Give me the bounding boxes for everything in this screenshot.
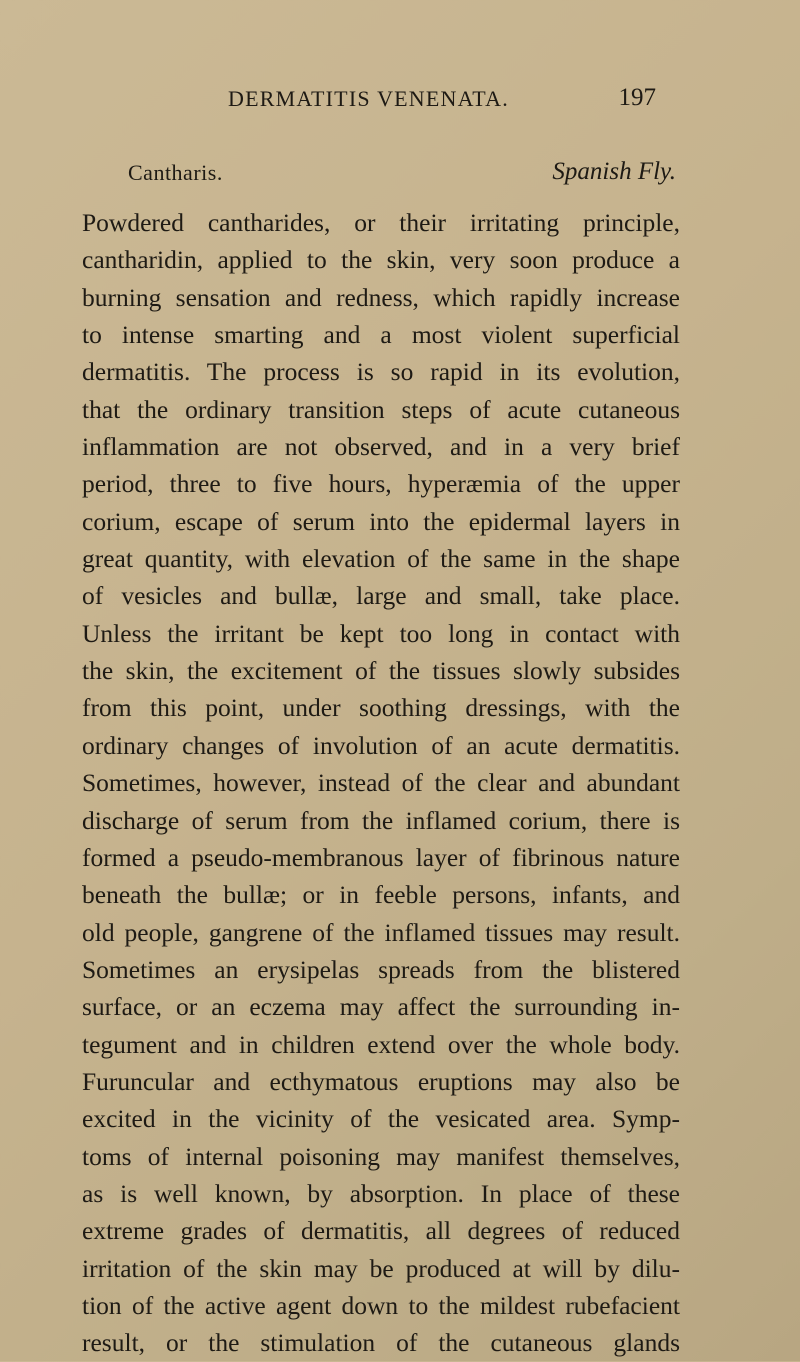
body-paragraph bbox=[82, 204, 680, 1362]
text-line: Furuncular and ecthymatous eruptions may also be bbox=[82, 1066, 680, 1096]
text-line: extreme grades of dermatitis, all degrees of reduced bbox=[82, 1216, 680, 1246]
text-line: discharge of serum from the inflamed corium, there is bbox=[82, 805, 680, 835]
text-line: from this point, under soothing dressings, with the bbox=[82, 693, 680, 723]
text-line: tegument and in children extend over the whole body. bbox=[82, 1029, 680, 1059]
text-line: Sometimes, however, instead of the clear and abundant bbox=[82, 768, 680, 798]
text-line: dermatitis. The process is so rapid in its evolution, bbox=[82, 357, 680, 387]
text-line: irritation of the skin may be produced at will by dilu- bbox=[82, 1253, 680, 1283]
text-line: Unless the irritant be kept too long in contact with bbox=[82, 618, 680, 648]
text-line: to intense smarting and a most violent superficial bbox=[82, 320, 680, 350]
section-heading bbox=[128, 160, 676, 192]
running-head bbox=[228, 86, 656, 116]
text-line: tion of the active agent down to the mildest rubefacient bbox=[82, 1290, 680, 1320]
text-line: great quantity, with elevation of the same in the shape bbox=[82, 544, 680, 574]
text-line: inflammation are not observed, and in a very brief bbox=[82, 432, 680, 462]
text-line: the skin, the excitement of the tissues slowly subsides bbox=[82, 656, 680, 686]
text-line: period, three to five hours, hyperæmia of the upper bbox=[82, 469, 680, 499]
text-line: result, or the stimulation of the cutaneous glands bbox=[82, 1328, 680, 1358]
section-title: Cantharis. bbox=[128, 160, 223, 185]
text-line: ordinary changes of involution of an acute dermatitis. bbox=[82, 730, 680, 760]
text-line: Sometimes an erysipelas spreads from the blistered bbox=[82, 954, 680, 984]
text-line: excited in the vicinity of the vesicated area. Symp- bbox=[82, 1104, 680, 1134]
text-line: burning sensation and redness, which rapidly increase bbox=[82, 282, 680, 312]
text-line: toms of internal poisoning may manifest themselves, bbox=[82, 1141, 680, 1171]
section-common-name: Spanish Fly. bbox=[552, 158, 676, 185]
page-number: 197 bbox=[618, 84, 656, 111]
text-line: beneath the bullæ; or in feeble persons, infants, and bbox=[82, 880, 680, 910]
text-line: corium, escape of serum into the epidermal layers in bbox=[82, 506, 680, 536]
text-line: cantharidin, applied to the skin, very soon produce a bbox=[82, 245, 680, 275]
text-line: as is well known, by absorption. In place of these bbox=[82, 1178, 680, 1208]
text-line: of vesicles and bullæ, large and small, take place. bbox=[82, 581, 680, 611]
text-line: that the ordinary transition steps of acute cutaneous bbox=[82, 394, 680, 424]
text-line: old people, gangrene of the inflamed tissues may result. bbox=[82, 917, 680, 947]
text-line: surface, or an eczema may affect the surrounding in- bbox=[82, 992, 680, 1022]
text-line: Powdered cantharides, or their irritating principle, bbox=[82, 208, 680, 237]
text-line: formed a pseudo-membranous layer of fibrinous nature bbox=[82, 842, 680, 872]
running-title: DERMATITIS VENENATA. bbox=[228, 86, 509, 111]
